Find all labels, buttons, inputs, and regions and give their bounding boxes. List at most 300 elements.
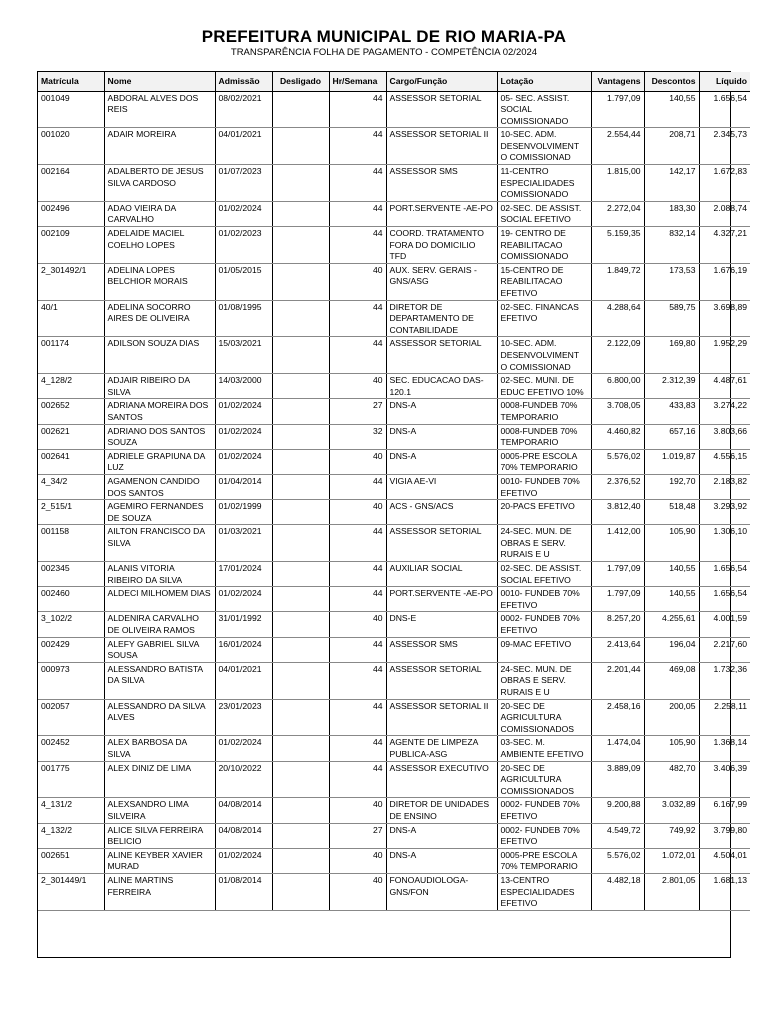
hr-semana-cell: 44 bbox=[329, 637, 386, 662]
lotacao-cell: 02-SEC. FINANCAS EFETIVO bbox=[497, 300, 591, 337]
admissao-cell: 01/02/2024 bbox=[215, 201, 272, 226]
cargo-cell: AUX. SERV. GERAIS -GNS/ASG bbox=[386, 263, 497, 300]
lotacao-cell: 20-SEC DE AGRICULTURA COMISSIONADOS bbox=[497, 699, 591, 736]
matricula-cell: 002651 bbox=[38, 848, 104, 873]
vantagens-cell: 2.376,52 bbox=[591, 474, 644, 499]
hr-semana-cell: 40 bbox=[329, 500, 386, 525]
vantagens-cell: 4.482,18 bbox=[591, 873, 644, 910]
desligado-cell bbox=[272, 424, 329, 449]
table-row bbox=[38, 637, 750, 662]
desligado-cell bbox=[272, 848, 329, 873]
matricula-cell: 000973 bbox=[38, 662, 104, 699]
admissao-cell: 15/03/2021 bbox=[215, 337, 272, 374]
cargo-cell: VIGIA AE-VI bbox=[386, 474, 497, 499]
liquido-cell: 4.556,15 bbox=[699, 449, 750, 474]
hr-semana-cell: 44 bbox=[329, 761, 386, 798]
matricula-cell: 2_301492/1 bbox=[38, 263, 104, 300]
desligado-cell bbox=[272, 449, 329, 474]
table-row bbox=[38, 474, 750, 499]
table-row bbox=[38, 823, 750, 848]
admissao-cell: 17/01/2024 bbox=[215, 562, 272, 587]
descontos-cell: 105,90 bbox=[644, 525, 699, 562]
admissao-cell: 23/01/2023 bbox=[215, 699, 272, 736]
desligado-cell bbox=[272, 612, 329, 637]
table-row bbox=[38, 873, 750, 910]
lotacao-cell: 0002- FUNDEB 70% EFETIVO bbox=[497, 823, 591, 848]
hr-semana-cell: 27 bbox=[329, 399, 386, 424]
hr-semana-cell: 32 bbox=[329, 424, 386, 449]
liquido-cell: 1.656,54 bbox=[699, 562, 750, 587]
payroll-table bbox=[38, 72, 750, 911]
vantagens-cell: 1.797,09 bbox=[591, 91, 644, 128]
table-header bbox=[38, 72, 750, 91]
vantagens-cell: 1.797,09 bbox=[591, 562, 644, 587]
admissao-cell: 01/08/2014 bbox=[215, 873, 272, 910]
liquido-cell: 4.504,01 bbox=[699, 848, 750, 873]
nome-cell: ADJAIR RIBEIRO DA SILVA bbox=[104, 374, 215, 399]
desligado-cell bbox=[272, 562, 329, 587]
vantagens-cell: 2.554,44 bbox=[591, 128, 644, 165]
cargo-cell: ASSESSOR SETORIAL II bbox=[386, 128, 497, 165]
lotacao-cell: 19- CENTRO DE REABILITACAO COMISSIONADO bbox=[497, 227, 591, 264]
table-row bbox=[38, 399, 750, 424]
vantagens-cell: 9.200,88 bbox=[591, 798, 644, 823]
nome-cell: ALINE KEYBER XAVIER MURAD bbox=[104, 848, 215, 873]
nome-cell: AILTON FRANCISCO DA SILVA bbox=[104, 525, 215, 562]
admissao-cell: 04/01/2021 bbox=[215, 128, 272, 165]
nome-cell: ADELINA SOCORRO AIRES DE OLIVEIRA bbox=[104, 300, 215, 337]
lotacao-cell: 0002- FUNDEB 70% EFETIVO bbox=[497, 612, 591, 637]
matricula-cell: 002345 bbox=[38, 562, 104, 587]
nome-cell: ALINE MARTINS FERREIRA bbox=[104, 873, 215, 910]
hr-semana-cell: 44 bbox=[329, 337, 386, 374]
lotacao-cell: 0008-FUNDEB 70% TEMPORARIO bbox=[497, 399, 591, 424]
liquido-cell: 3.274,22 bbox=[699, 399, 750, 424]
admissao-cell: 04/01/2021 bbox=[215, 662, 272, 699]
vantagens-cell: 1.412,00 bbox=[591, 525, 644, 562]
cargo-cell: ASSESSOR SETORIAL bbox=[386, 91, 497, 128]
cargo-cell: DNS-A bbox=[386, 823, 497, 848]
admissao-cell: 01/02/1999 bbox=[215, 500, 272, 525]
table-body bbox=[38, 91, 750, 910]
admissao-cell: 01/02/2024 bbox=[215, 587, 272, 612]
cargo-cell: DNS-E bbox=[386, 612, 497, 637]
desligado-cell bbox=[272, 165, 329, 202]
desligado-cell bbox=[272, 337, 329, 374]
lotacao-cell: 13-CENTRO ESPECIALIDADES EFETIVO bbox=[497, 873, 591, 910]
admissao-cell: 14/03/2000 bbox=[215, 374, 272, 399]
admissao-cell: 01/04/2014 bbox=[215, 474, 272, 499]
descontos-cell: 469,08 bbox=[644, 662, 699, 699]
cargo-cell: PORT.SERVENTE -AE-PO bbox=[386, 587, 497, 612]
admissao-cell: 01/02/2024 bbox=[215, 449, 272, 474]
cargo-cell: DNS-A bbox=[386, 424, 497, 449]
table-row bbox=[38, 337, 750, 374]
liquido-cell: 4.487,61 bbox=[699, 374, 750, 399]
table-row bbox=[38, 263, 750, 300]
column-header-descontos: Descontos bbox=[644, 72, 699, 91]
cargo-cell: ASSESSOR SMS bbox=[386, 165, 497, 202]
nome-cell: ADILSON SOUZA DIAS bbox=[104, 337, 215, 374]
nome-cell: ADAO VIEIRA DA CARVALHO bbox=[104, 201, 215, 226]
vantagens-cell: 2.272,04 bbox=[591, 201, 644, 226]
cargo-cell: SEC. EDUCACAO DAS-120.1 bbox=[386, 374, 497, 399]
liquido-cell: 4.001,59 bbox=[699, 612, 750, 637]
table-row bbox=[38, 165, 750, 202]
descontos-cell: 140,55 bbox=[644, 562, 699, 587]
descontos-cell: 749,92 bbox=[644, 823, 699, 848]
matricula-cell: 002452 bbox=[38, 736, 104, 761]
table-row bbox=[38, 449, 750, 474]
desligado-cell bbox=[272, 873, 329, 910]
lotacao-cell: 05- SEC. ASSIST. SOCIAL COMISSIONADO bbox=[497, 91, 591, 128]
liquido-cell: 6.167,99 bbox=[699, 798, 750, 823]
admissao-cell: 01/07/2023 bbox=[215, 165, 272, 202]
matricula-cell: 001775 bbox=[38, 761, 104, 798]
cargo-cell: ASSESSOR SETORIAL bbox=[386, 525, 497, 562]
table-row bbox=[38, 424, 750, 449]
lotacao-cell: 0005-PRE ESCOLA 70% TEMPORARIO bbox=[497, 848, 591, 873]
column-header-admissao: Admissão bbox=[215, 72, 272, 91]
lotacao-cell: 24-SEC. MUN. DE OBRAS E SERV. RURAIS E U bbox=[497, 525, 591, 562]
column-header-hr-semana: Hr/Semana bbox=[329, 72, 386, 91]
matricula-cell: 4_34/2 bbox=[38, 474, 104, 499]
cargo-cell: DNS-A bbox=[386, 399, 497, 424]
desligado-cell bbox=[272, 500, 329, 525]
vantagens-cell: 4.549,72 bbox=[591, 823, 644, 848]
nome-cell: AGAMENON CANDIDO DOS SANTOS bbox=[104, 474, 215, 499]
table-row bbox=[38, 201, 750, 226]
table-row bbox=[38, 227, 750, 264]
cargo-cell: COORD. TRATAMENTO FORA DO DOMICILIO TFD bbox=[386, 227, 497, 264]
cargo-cell: ASSESSOR SETORIAL II bbox=[386, 699, 497, 736]
column-header-vantagens: Vantagens bbox=[591, 72, 644, 91]
vantagens-cell: 1.849,72 bbox=[591, 263, 644, 300]
hr-semana-cell: 40 bbox=[329, 263, 386, 300]
matricula-cell: 002621 bbox=[38, 424, 104, 449]
nome-cell: ABDORAL ALVES DOS REIS bbox=[104, 91, 215, 128]
document-title: PREFEITURA MUNICIPAL DE RIO MARIA-PA bbox=[201, 27, 567, 46]
table-row bbox=[38, 91, 750, 128]
table-row bbox=[38, 128, 750, 165]
liquido-cell: 1.672,83 bbox=[699, 165, 750, 202]
liquido-cell: 2.258,11 bbox=[699, 699, 750, 736]
matricula-cell: 002641 bbox=[38, 449, 104, 474]
hr-semana-cell: 44 bbox=[329, 562, 386, 587]
hr-semana-cell: 44 bbox=[329, 165, 386, 202]
liquido-cell: 3.698,89 bbox=[699, 300, 750, 337]
nome-cell: ALICE SILVA FERREIRA BELICIO bbox=[104, 823, 215, 848]
cargo-cell: AGENTE DE LIMPEZA PUBLICA-ASG bbox=[386, 736, 497, 761]
liquido-cell: 2.217,60 bbox=[699, 637, 750, 662]
cargo-cell: ASSESSOR EXECUTIVO bbox=[386, 761, 497, 798]
descontos-cell: 657,16 bbox=[644, 424, 699, 449]
nome-cell: ALESSANDRO DA SILVA ALVES bbox=[104, 699, 215, 736]
vantagens-cell: 6.800,00 bbox=[591, 374, 644, 399]
cargo-cell: FONOAUDIOLOGA-GNS/FON bbox=[386, 873, 497, 910]
admissao-cell: 01/03/2021 bbox=[215, 525, 272, 562]
liquido-cell: 3.406,39 bbox=[699, 761, 750, 798]
vantagens-cell: 8.257,20 bbox=[591, 612, 644, 637]
lotacao-cell: 03-SEC. M. AMBIENTE EFETIVO bbox=[497, 736, 591, 761]
descontos-cell: 2.801,05 bbox=[644, 873, 699, 910]
vantagens-cell: 1.797,09 bbox=[591, 587, 644, 612]
lotacao-cell: 0005-PRE ESCOLA 70% TEMPORARIO bbox=[497, 449, 591, 474]
admissao-cell: 01/02/2024 bbox=[215, 424, 272, 449]
hr-semana-cell: 44 bbox=[329, 227, 386, 264]
column-header-desligado: Desligado bbox=[272, 72, 329, 91]
vantagens-cell: 5.159,35 bbox=[591, 227, 644, 264]
desligado-cell bbox=[272, 263, 329, 300]
liquido-cell: 3.799,80 bbox=[699, 823, 750, 848]
vantagens-cell: 2.201,44 bbox=[591, 662, 644, 699]
table-row bbox=[38, 374, 750, 399]
descontos-cell: 140,55 bbox=[644, 91, 699, 128]
descontos-cell: 518,48 bbox=[644, 500, 699, 525]
lotacao-cell: 02-SEC. MUNI. DE EDUC EFETIVO 10% bbox=[497, 374, 591, 399]
liquido-cell: 1.732,36 bbox=[699, 662, 750, 699]
table-row bbox=[38, 848, 750, 873]
descontos-cell: 169,80 bbox=[644, 337, 699, 374]
desligado-cell bbox=[272, 399, 329, 424]
matricula-cell: 001174 bbox=[38, 337, 104, 374]
hr-semana-cell: 40 bbox=[329, 848, 386, 873]
admissao-cell: 04/08/2014 bbox=[215, 798, 272, 823]
vantagens-cell: 1.815,00 bbox=[591, 165, 644, 202]
lotacao-cell: 20-PACS EFETIVO bbox=[497, 500, 591, 525]
hr-semana-cell: 44 bbox=[329, 736, 386, 761]
desligado-cell bbox=[272, 587, 329, 612]
matricula-cell: 002496 bbox=[38, 201, 104, 226]
matricula-cell: 001020 bbox=[38, 128, 104, 165]
nome-cell: ADELAIDE MACIEL COELHO LOPES bbox=[104, 227, 215, 264]
nome-cell: ALDENIRA CARVALHO DE OLIVEIRA RAMOS bbox=[104, 612, 215, 637]
descontos-cell: 196,04 bbox=[644, 637, 699, 662]
table-row bbox=[38, 500, 750, 525]
hr-semana-cell: 44 bbox=[329, 525, 386, 562]
descontos-cell: 2.312,39 bbox=[644, 374, 699, 399]
liquido-cell: 3.803,66 bbox=[699, 424, 750, 449]
nome-cell: ADRIELE GRAPIUNA DA LUZ bbox=[104, 449, 215, 474]
descontos-cell: 3.032,89 bbox=[644, 798, 699, 823]
vantagens-cell: 2.458,16 bbox=[591, 699, 644, 736]
desligado-cell bbox=[272, 736, 329, 761]
liquido-cell: 2.088,74 bbox=[699, 201, 750, 226]
nome-cell: ALDECI MILHOMEM DIAS bbox=[104, 587, 215, 612]
hr-semana-cell: 44 bbox=[329, 587, 386, 612]
hr-semana-cell: 40 bbox=[329, 449, 386, 474]
vantagens-cell: 3.708,05 bbox=[591, 399, 644, 424]
admissao-cell: 01/02/2024 bbox=[215, 399, 272, 424]
liquido-cell: 1.952,29 bbox=[699, 337, 750, 374]
descontos-cell: 1.019,87 bbox=[644, 449, 699, 474]
lotacao-cell: 0010- FUNDEB 70% EFETIVO bbox=[497, 587, 591, 612]
table-header-row bbox=[38, 72, 750, 91]
vantagens-cell: 3.812,40 bbox=[591, 500, 644, 525]
lotacao-cell: 10-SEC. ADM. DESENVOLVIMENT O COMISSIONAD bbox=[497, 337, 591, 374]
column-header-cargo-funcao: Cargo/Função bbox=[386, 72, 497, 91]
lotacao-cell: 02-SEC. DE ASSIST. SOCIAL EFETIVO bbox=[497, 201, 591, 226]
matricula-cell: 4_131/2 bbox=[38, 798, 104, 823]
matricula-cell: 2_301449/1 bbox=[38, 873, 104, 910]
desligado-cell bbox=[272, 823, 329, 848]
desligado-cell bbox=[272, 128, 329, 165]
descontos-cell: 482,70 bbox=[644, 761, 699, 798]
table-row bbox=[38, 761, 750, 798]
descontos-cell: 173,53 bbox=[644, 263, 699, 300]
hr-semana-cell: 40 bbox=[329, 374, 386, 399]
hr-semana-cell: 44 bbox=[329, 662, 386, 699]
liquido-cell: 1.306,10 bbox=[699, 525, 750, 562]
matricula-cell: 002109 bbox=[38, 227, 104, 264]
cargo-cell: AUXILIAR SOCIAL bbox=[386, 562, 497, 587]
liquido-cell: 1.656,54 bbox=[699, 91, 750, 128]
table-row bbox=[38, 525, 750, 562]
table-row bbox=[38, 699, 750, 736]
table-row bbox=[38, 587, 750, 612]
descontos-cell: 1.072,01 bbox=[644, 848, 699, 873]
hr-semana-cell: 44 bbox=[329, 201, 386, 226]
matricula-cell: 4_132/2 bbox=[38, 823, 104, 848]
admissao-cell: 01/08/1995 bbox=[215, 300, 272, 337]
table-row bbox=[38, 562, 750, 587]
desligado-cell bbox=[272, 474, 329, 499]
matricula-cell: 002652 bbox=[38, 399, 104, 424]
vantagens-cell: 5.576,02 bbox=[591, 449, 644, 474]
cargo-cell: ACS - GNS/ACS bbox=[386, 500, 497, 525]
nome-cell: ADRIANO DOS SANTOS SOUZA bbox=[104, 424, 215, 449]
descontos-cell: 200,05 bbox=[644, 699, 699, 736]
hr-semana-cell: 40 bbox=[329, 612, 386, 637]
liquido-cell: 3.293,92 bbox=[699, 500, 750, 525]
desligado-cell bbox=[272, 637, 329, 662]
matricula-cell: 2_515/1 bbox=[38, 500, 104, 525]
hr-semana-cell: 44 bbox=[329, 300, 386, 337]
column-header-liquido: Líquido bbox=[699, 72, 750, 91]
nome-cell: ALEXSANDRO LIMA SILVEIRA bbox=[104, 798, 215, 823]
nome-cell: ADRIANA MOREIRA DOS SANTOS bbox=[104, 399, 215, 424]
desligado-cell bbox=[272, 699, 329, 736]
matricula-cell: 3_102/2 bbox=[38, 612, 104, 637]
vantagens-cell: 3.889,09 bbox=[591, 761, 644, 798]
liquido-cell: 1.676,19 bbox=[699, 263, 750, 300]
lotacao-cell: 15-CENTRO DE REABILITACAO EFETIVO bbox=[497, 263, 591, 300]
vantagens-cell: 5.576,02 bbox=[591, 848, 644, 873]
lotacao-cell: 0010- FUNDEB 70% EFETIVO bbox=[497, 474, 591, 499]
cargo-cell: ASSESSOR SETORIAL bbox=[386, 337, 497, 374]
lotacao-cell: 11-CENTRO ESPECIALIDADES COMISSIONADO bbox=[497, 165, 591, 202]
document-subtitle: TRANSPARÊNCIA FOLHA DE PAGAMENTO - COMPETÊNCIA 02/2024 bbox=[230, 47, 538, 58]
table-row bbox=[38, 300, 750, 337]
cargo-cell: DNS-A bbox=[386, 449, 497, 474]
hr-semana-cell: 40 bbox=[329, 873, 386, 910]
admissao-cell: 01/02/2024 bbox=[215, 848, 272, 873]
lotacao-cell: 0008-FUNDEB 70% TEMPORARIO bbox=[497, 424, 591, 449]
table-row bbox=[38, 662, 750, 699]
vantagens-cell: 4.460,82 bbox=[591, 424, 644, 449]
hr-semana-cell: 27 bbox=[329, 823, 386, 848]
liquido-cell: 1.368,14 bbox=[699, 736, 750, 761]
matricula-cell: 4_128/2 bbox=[38, 374, 104, 399]
liquido-cell: 1.681,13 bbox=[699, 873, 750, 910]
lotacao-cell: 20-SEC DE AGRICULTURA COMISSIONADOS bbox=[497, 761, 591, 798]
descontos-cell: 140,55 bbox=[644, 587, 699, 612]
nome-cell: ALEFY GABRIEL SILVA SOUSA bbox=[104, 637, 215, 662]
desligado-cell bbox=[272, 662, 329, 699]
matricula-cell: 002429 bbox=[38, 637, 104, 662]
admissao-cell: 01/05/2015 bbox=[215, 263, 272, 300]
desligado-cell bbox=[272, 201, 329, 226]
hr-semana-cell: 44 bbox=[329, 474, 386, 499]
hr-semana-cell: 44 bbox=[329, 91, 386, 128]
hr-semana-cell: 44 bbox=[329, 699, 386, 736]
matricula-cell: 002057 bbox=[38, 699, 104, 736]
document-header bbox=[0, 28, 768, 59]
descontos-cell: 183,30 bbox=[644, 201, 699, 226]
lotacao-cell: 24-SEC. MUN. DE OBRAS E SERV. RURAIS E U bbox=[497, 662, 591, 699]
descontos-cell: 142,17 bbox=[644, 165, 699, 202]
desligado-cell bbox=[272, 525, 329, 562]
vantagens-cell: 2.122,09 bbox=[591, 337, 644, 374]
nome-cell: ADALBERTO DE JESUS SILVA CARDOSO bbox=[104, 165, 215, 202]
liquido-cell: 2.183,82 bbox=[699, 474, 750, 499]
desligado-cell bbox=[272, 227, 329, 264]
cargo-cell: DIRETOR DE DEPARTAMENTO DE CONTABILIDADE bbox=[386, 300, 497, 337]
column-header-lotacao: Lotação bbox=[497, 72, 591, 91]
table-row bbox=[38, 798, 750, 823]
lotacao-cell: 10-SEC. ADM. DESENVOLVIMENT O COMISSIONAD bbox=[497, 128, 591, 165]
desligado-cell bbox=[272, 300, 329, 337]
column-header-matricula: Matrícula bbox=[38, 72, 104, 91]
matricula-cell: 001158 bbox=[38, 525, 104, 562]
nome-cell: ADELINA LOPES BELCHIOR MORAIS bbox=[104, 263, 215, 300]
matricula-cell: 001049 bbox=[38, 91, 104, 128]
vantagens-cell: 1.474,04 bbox=[591, 736, 644, 761]
cargo-cell: DNS-A bbox=[386, 848, 497, 873]
admissao-cell: 20/10/2022 bbox=[215, 761, 272, 798]
admissao-cell: 31/01/1992 bbox=[215, 612, 272, 637]
table-row bbox=[38, 736, 750, 761]
cargo-cell: ASSESSOR SETORIAL bbox=[386, 662, 497, 699]
nome-cell: ALESSANDRO BATISTA DA SILVA bbox=[104, 662, 215, 699]
descontos-cell: 192,70 bbox=[644, 474, 699, 499]
desligado-cell bbox=[272, 91, 329, 128]
liquido-cell: 4.327,21 bbox=[699, 227, 750, 264]
vantagens-cell: 4.288,64 bbox=[591, 300, 644, 337]
nome-cell: ALEX BARBOSA DA SILVA bbox=[104, 736, 215, 761]
admissao-cell: 04/08/2014 bbox=[215, 823, 272, 848]
cargo-cell: PORT.SERVENTE -AE-PO bbox=[386, 201, 497, 226]
descontos-cell: 589,75 bbox=[644, 300, 699, 337]
column-header-nome: Nome bbox=[104, 72, 215, 91]
matricula-cell: 40/1 bbox=[38, 300, 104, 337]
descontos-cell: 832,14 bbox=[644, 227, 699, 264]
admissao-cell: 01/02/2023 bbox=[215, 227, 272, 264]
desligado-cell bbox=[272, 798, 329, 823]
cargo-cell: ASSESSOR SMS bbox=[386, 637, 497, 662]
nome-cell: ADAIR MOREIRA bbox=[104, 128, 215, 165]
desligado-cell bbox=[272, 761, 329, 798]
table-row bbox=[38, 612, 750, 637]
admissao-cell: 08/02/2021 bbox=[215, 91, 272, 128]
liquido-cell: 1.656,54 bbox=[699, 587, 750, 612]
nome-cell: ALANIS VITORIA RIBEIRO DA SILVA bbox=[104, 562, 215, 587]
hr-semana-cell: 40 bbox=[329, 798, 386, 823]
payroll-table-frame bbox=[37, 71, 747, 958]
descontos-cell: 105,90 bbox=[644, 736, 699, 761]
vantagens-cell: 2.413,64 bbox=[591, 637, 644, 662]
descontos-cell: 208,71 bbox=[644, 128, 699, 165]
